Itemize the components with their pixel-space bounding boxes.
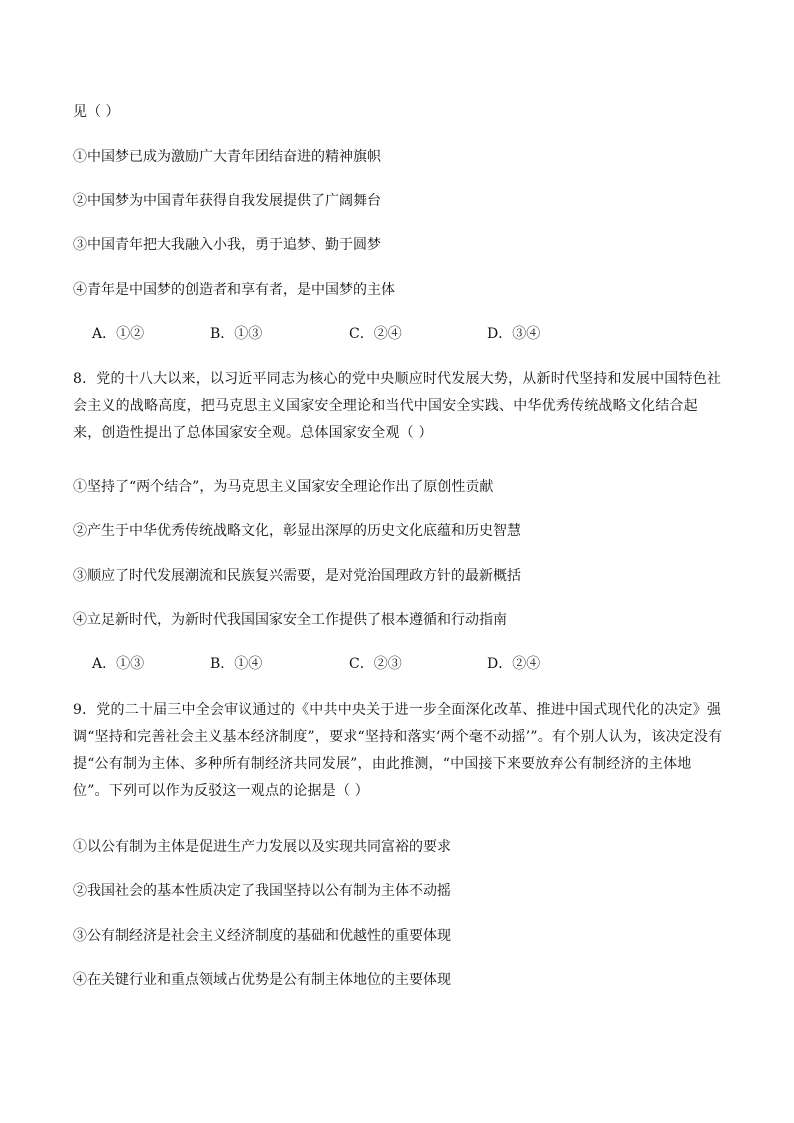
q9-item-3: ③公有制经济是社会主义经济制度的基础和优越性的重要体现 [73,928,451,944]
q9-item-2: ②我国社会的基本性质决定了我国坚持以公有制为主体不动摇 [73,883,451,899]
q8-option-b[interactable]: B．①④ [210,656,263,672]
q7-item-1: ①中国梦已成为激励广大青年团结奋进的精神旗帜 [73,149,381,165]
q7-item-2: ②中国梦为中国青年获得自我发展提供了广阔舞台 [73,193,381,209]
q7-stem-end: 见（ ） [73,104,120,120]
q8-option-d[interactable]: D．②④ [487,656,541,672]
q7-item-4: ④青年是中国梦的创造者和享有者，是中国梦的主体 [73,282,395,298]
q7-option-c[interactable]: C．②④ [349,326,402,342]
q7-option-d[interactable]: D．③④ [487,326,541,342]
q7-item-3: ③中国青年把大我融入小我，勇于追梦、勤于圆梦 [73,237,381,253]
q9-item-4: ④在关键行业和重点领域占优势是公有制主体地位的主要体现 [73,972,451,988]
q9-item-1: ①以公有制为主体是促进生产力发展以及实现共同富裕的要求 [73,839,451,855]
q7-option-b[interactable]: B．①③ [210,326,263,342]
q7-option-a[interactable]: A．①② [92,326,145,342]
q8-item-4: ④立足新时代，为新时代我国国家安全工作提供了根本遵循和行动指南 [73,612,507,628]
q8-item-3: ③顺应了时代发展潮流和民族复兴需要，是对党治国理政方针的最新概括 [73,568,521,584]
q8-item-2: ②产生于中华优秀传统战略文化，彰显出深厚的历史文化底蕴和历史智慧 [73,523,521,539]
q8-item-1: ①坚持了“两个结合”，为马克思主义国家安全理论作出了原创性贡献 [73,479,494,495]
q9-stem: 9．党的二十届三中全会审议通过的《中共中央关于进一步全面深化改革、推进中国式现代化的决定》强调“坚持和完善社会主义基本经济制度”，要求“坚持和落实‘两个毫不动摇’”。有个别人认为，该决定没有提“公有制为主体、多种所有制经济共同发展”，由此推测，“中国接下来要放弃公有制经济的主体地位”。下列可以作为反驳这一观点的论据是（ ） [73,702,723,799]
q8-option-c[interactable]: C．②③ [349,656,402,672]
q8-stem: 8．党的十八大以来，以习近平同志为核心的党中央顺应时代发展大势，从新时代坚持和发展中国特色社会主义的战略高度，把马克思主义国家安全理论和当代中国安全实践、中华优秀传统战略文化结合起来，创造性提出了总体国家安全观。总体国家安全观（ ） [73,371,722,441]
q8-option-a[interactable]: A．①③ [92,656,145,672]
